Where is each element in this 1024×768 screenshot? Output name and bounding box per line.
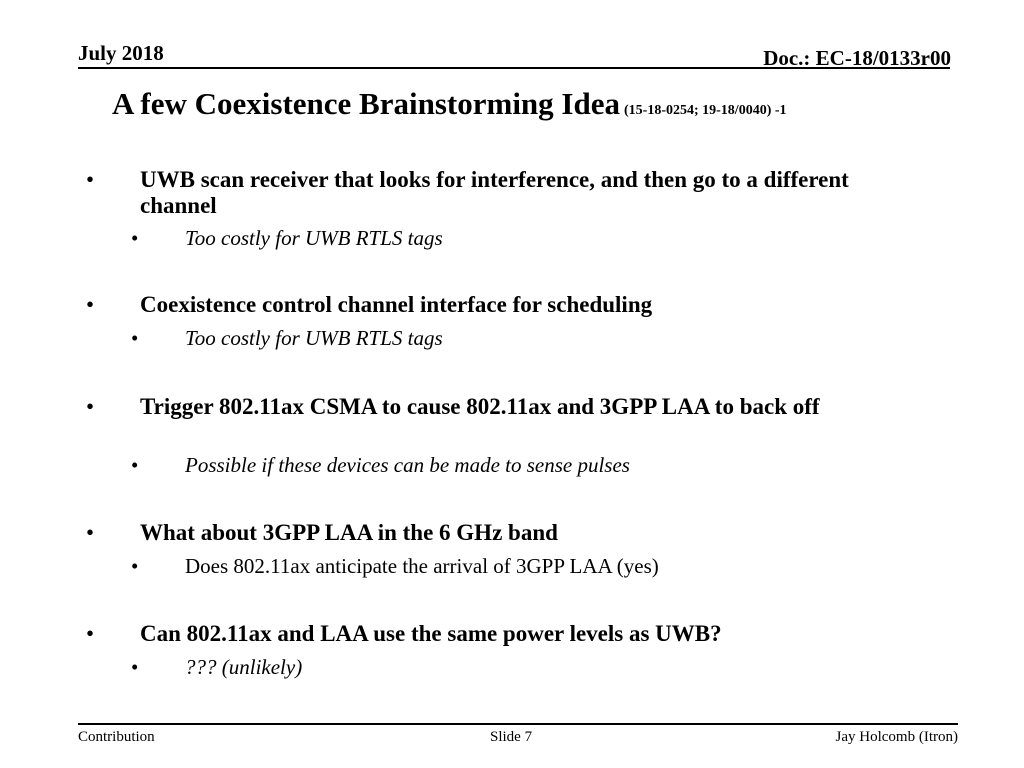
bullet-5-sub bbox=[131, 655, 885, 679]
bullet-1-sub bbox=[131, 226, 885, 250]
sub-bullet-marker: • bbox=[131, 326, 139, 350]
sub-bullet-marker: • bbox=[131, 655, 139, 679]
header-date: July 2018 bbox=[78, 41, 164, 65]
header-rule bbox=[78, 67, 950, 69]
bullet-3-sub bbox=[131, 453, 885, 477]
bullet-5 bbox=[86, 621, 920, 647]
bullet-marker: • bbox=[86, 167, 95, 192]
bullet-4-sub-text: Does 802.11ax anticipate the arrival of 3GPP LAA (yes) bbox=[185, 554, 659, 578]
bullet-1 bbox=[86, 167, 920, 219]
bullet-3-text: Trigger 802.11ax CSMA to cause 802.11ax and 3GPP LAA to back off bbox=[140, 394, 820, 419]
slide-title-ref: (15-18-0254; 19-18/0040) -1 bbox=[624, 103, 787, 118]
bullet-2-sub bbox=[131, 326, 885, 350]
bullet-3 bbox=[86, 394, 920, 420]
bullet-4-text: What about 3GPP LAA in the 6 GHz band bbox=[140, 520, 558, 545]
bullet-2-sub-text: Too costly for UWB RTLS tags bbox=[185, 326, 443, 350]
bullet-4 bbox=[86, 520, 920, 546]
footer-rule bbox=[78, 723, 958, 725]
bullet-1-text: UWB scan receiver that looks for interference, and then go to a different channel bbox=[140, 167, 849, 218]
bullet-1-sub-text: Too costly for UWB RTLS tags bbox=[185, 226, 443, 250]
footer-left: Contribution bbox=[78, 729, 155, 745]
bullet-2-text: Coexistence control channel interface for scheduling bbox=[140, 292, 653, 317]
bullet-3-sub-text: Possible if these devices can be made to sense pulses bbox=[185, 453, 630, 477]
footer-slide-number: Slide 7 bbox=[490, 729, 533, 745]
slide-title bbox=[112, 86, 787, 129]
bullet-marker: • bbox=[86, 394, 95, 419]
slide-title-main: A few Coexistence Brainstorming Idea bbox=[112, 86, 620, 121]
bullet-marker: • bbox=[86, 621, 95, 646]
sub-bullet-marker: • bbox=[131, 554, 139, 578]
bullet-2 bbox=[86, 292, 920, 318]
header-doc-id: Doc.: EC-18/0133r00 bbox=[763, 46, 951, 70]
bullet-4-sub bbox=[131, 554, 885, 578]
sub-bullet-marker: • bbox=[131, 226, 139, 250]
footer-author: Jay Holcomb (Itron) bbox=[835, 729, 958, 745]
bullet-marker: • bbox=[86, 292, 95, 317]
bullet-5-sub-text: ??? (unlikely) bbox=[185, 655, 303, 679]
bullet-marker: • bbox=[86, 520, 95, 545]
bullet-5-text: Can 802.11ax and LAA use the same power levels as UWB? bbox=[140, 621, 722, 646]
sub-bullet-marker: • bbox=[131, 453, 139, 477]
